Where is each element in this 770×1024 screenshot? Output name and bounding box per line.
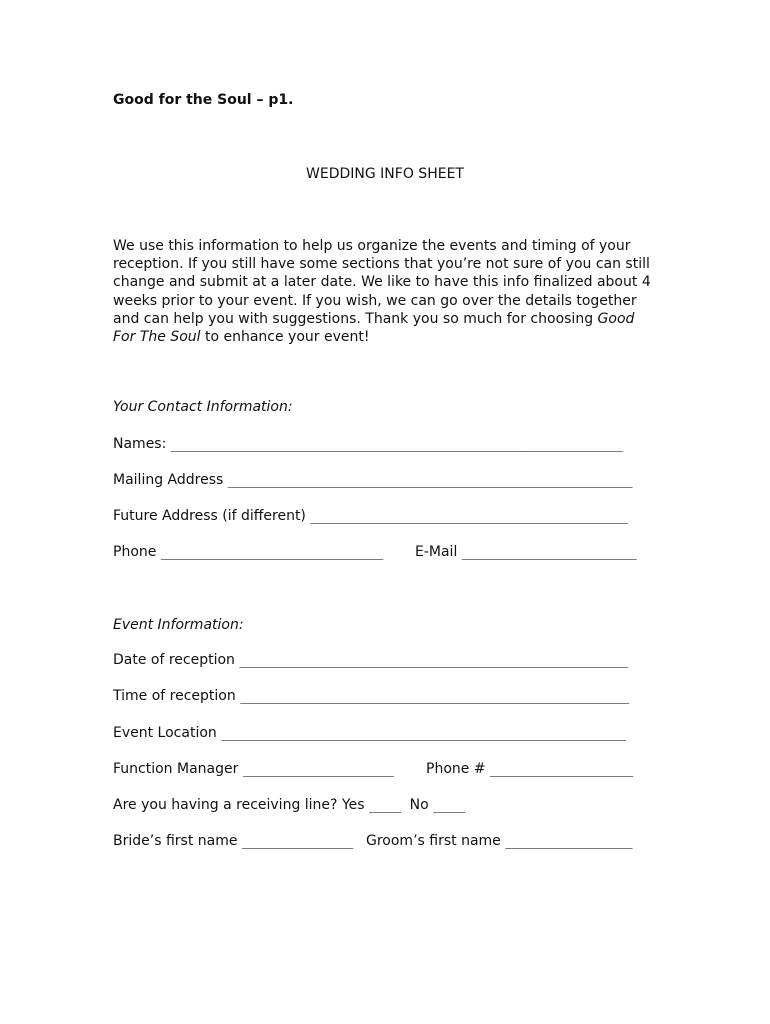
bride-name-blank[interactable]: ______________ (241, 833, 353, 849)
phone-label: Phone (113, 544, 161, 560)
intro-paragraph (113, 237, 658, 346)
mailing-address-field (113, 472, 632, 488)
intro-text-part2: to enhance your event! (200, 329, 370, 346)
date-of-reception-label: Date of reception (113, 652, 240, 668)
receiving-yes-blank[interactable]: ____ (368, 797, 401, 813)
intro-business-name: Good For The Soul (113, 310, 635, 346)
email-group (415, 544, 636, 560)
mailing-address-label: Mailing Address (113, 472, 228, 488)
groom-name-label: Groom’s first name (366, 833, 506, 849)
receiving-line-label: Are you having a receiving line? Yes (113, 797, 369, 813)
date-of-reception-field (113, 652, 628, 668)
date-of-reception-blank[interactable]: _________________________________________________ (239, 652, 628, 668)
groom-name-blank[interactable]: ________________ (505, 833, 633, 849)
intro-text-part1: We use this information to help us organize the events and timing of your reception. If you still have some sections that you’re not sure of you can still change and submit at a later date. We like to have this info finalized about 4 weeks prior to your event. If you wish, we can go over the details together and can help you with suggestions. Thank you so much for choosing (113, 238, 651, 327)
document-title: WEDDING INFO SHEET (306, 166, 464, 182)
names-field (113, 436, 623, 452)
manager-phone-group (426, 761, 633, 777)
receiving-no-label: No (400, 797, 434, 813)
phone-email-row (113, 544, 643, 560)
bride-name-label: Bride’s first name (113, 833, 242, 849)
receiving-no-blank[interactable]: ____ (433, 797, 465, 813)
time-of-reception-field (113, 688, 629, 704)
future-address-field (113, 508, 628, 524)
event-location-blank[interactable]: ___________________________________________________ (221, 725, 626, 741)
function-manager-row (113, 761, 643, 777)
future-address-blank[interactable]: ________________________________________ (310, 508, 628, 524)
phone-blank[interactable]: ____________________________ (160, 544, 383, 560)
mailing-address-blank[interactable]: ___________________________________________________ (227, 472, 633, 488)
manager-phone-label: Phone # (426, 761, 490, 777)
function-manager-label: Function Manager (113, 761, 243, 777)
names-label: Names: (113, 436, 171, 452)
groom-name-group (366, 833, 632, 849)
manager-phone-blank[interactable]: __________________ (490, 761, 633, 777)
names-blank[interactable]: _________________________________________________________ (170, 436, 623, 452)
email-label: E-Mail (415, 544, 462, 560)
receiving-line-field (113, 797, 465, 813)
contact-section-heading: Your Contact Information: (113, 399, 293, 415)
event-location-label: Event Location (113, 725, 222, 741)
time-of-reception-blank[interactable]: _________________________________________________ (240, 688, 629, 704)
bride-groom-row (113, 833, 643, 849)
time-of-reception-label: Time of reception (113, 688, 241, 704)
email-blank[interactable]: ______________________ (461, 544, 637, 560)
future-address-label: Future Address (if different) (113, 508, 311, 524)
page-header: Good for the Soul – p1. (113, 92, 294, 108)
event-location-field (113, 725, 626, 741)
function-manager-blank[interactable]: ___________________ (242, 761, 394, 777)
event-section-heading: Event Information: (113, 617, 244, 633)
